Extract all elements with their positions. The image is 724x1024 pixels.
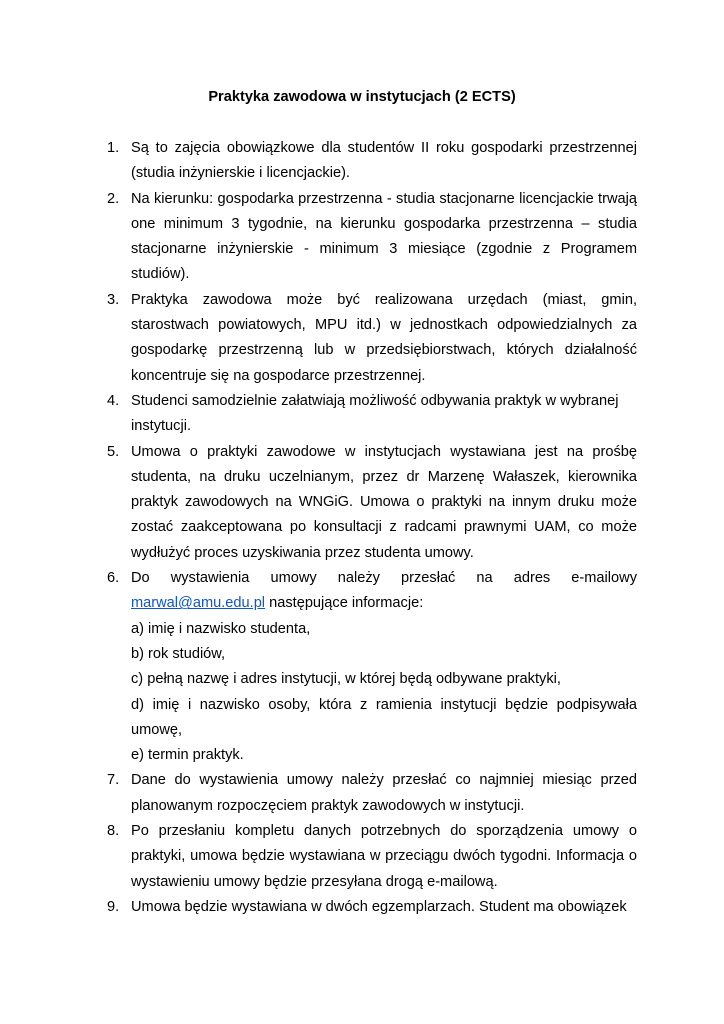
list-item bbox=[107, 288, 637, 389]
email-link[interactable]: marwal@amu.edu.pl bbox=[131, 595, 266, 612]
list-item bbox=[107, 389, 637, 440]
sub-item: b) rok studiów, bbox=[131, 645, 226, 662]
item-number: 7. bbox=[107, 772, 120, 789]
item-text: Umowa o praktyki zawodowe w instytucjach wystawiana jest na prośbę studenta, na druku uczelnianym, przez dr Marzenę Wałaszek, kierownika praktyk zawodowych na WNGiG. Umowa o praktyki na innym druku może zostać zaakceptowana po konsultacji z radcami prawnymi UAM, co może wydłużyć proces uzyskiwania przez studenta umowy. bbox=[131, 443, 637, 561]
list-item bbox=[107, 136, 637, 187]
list-item bbox=[107, 895, 637, 920]
item-text: Po przesłaniu kompletu danych potrzebnych do sporządzenia umowy o praktyki, umowa będzie wystawiana w przeciągu dwóch tygodni. Informacja o wystawieniu umowy będzie przesyłana drogą e-mailową. bbox=[131, 823, 637, 890]
rules-list bbox=[107, 136, 637, 920]
contact-email-line bbox=[131, 591, 637, 616]
sub-item: d) imię i nazwisko osoby, która z ramienia instytucji będzie podpisywała umowę, bbox=[131, 696, 637, 738]
list-item bbox=[107, 768, 637, 819]
item-text: Na kierunku: gospodarka przestrzenna - studia stacjonarne licencjackie trwają one minimum 3 tygodnie, na kierunku gospodarka przestrzenna – studia stacjonarne inżynierskie - minimum 3 miesiące (zgodnie z Programem studiów). bbox=[131, 190, 637, 283]
item-text: Umowa będzie wystawiana w dwóch egzemplarzach. Student ma obowiązek bbox=[131, 898, 627, 915]
item-text: Studenci samodzielnie załatwiają możliwość odbywania praktyk w wybranej instytucji. bbox=[131, 392, 619, 435]
item-number: 8. bbox=[107, 823, 120, 840]
item-number: 5. bbox=[107, 443, 120, 460]
item-number: 3. bbox=[107, 291, 120, 308]
item-text: Są to zajęcia obowiązkowe dla studentów II roku gospodarki przestrzennej (studia inżynierskie i licencjackie). bbox=[131, 140, 637, 182]
list-item bbox=[107, 187, 637, 288]
sub-item: a) imię i nazwisko studenta, bbox=[131, 620, 311, 637]
sub-item: c) pełną nazwę i adres instytucji, w której będą odbywane praktyki, bbox=[131, 671, 561, 688]
item-number: 1. bbox=[107, 140, 120, 156]
list-item bbox=[107, 440, 637, 566]
list-item bbox=[107, 819, 637, 895]
item-number: 6. bbox=[107, 570, 120, 587]
item-text bbox=[131, 566, 637, 768]
list-item-contact bbox=[107, 566, 637, 768]
item-number: 4. bbox=[107, 392, 120, 409]
email-line-suffix: następujące informacje: bbox=[265, 595, 424, 612]
item-number: 9. bbox=[107, 898, 120, 915]
contact-intro: Do wystawienia umowy należy przesłać na adres e-mailowy bbox=[131, 570, 637, 587]
item-text: Dane do wystawienia umowy należy przesłać co najmniej miesiąc przed planowanym rozpoczęciem praktyk zawodowych w instytucji. bbox=[131, 772, 637, 814]
item-text: Praktyka zawodowa może być realizowana urzędach (miast, gmin, starostwach powiatowych, MPU itd.) w jednostkach odpowiedzialnych za gospodarkę przestrzenną lub w przedsiębiorstwach, których działalność koncentruje się na gospodarce przestrzennej. bbox=[131, 291, 637, 384]
sub-item: e) termin praktyk. bbox=[131, 747, 244, 764]
item-number: 2. bbox=[107, 190, 120, 207]
document-title: Praktyka zawodowa w instytucjach (2 ECTS) bbox=[208, 89, 516, 105]
